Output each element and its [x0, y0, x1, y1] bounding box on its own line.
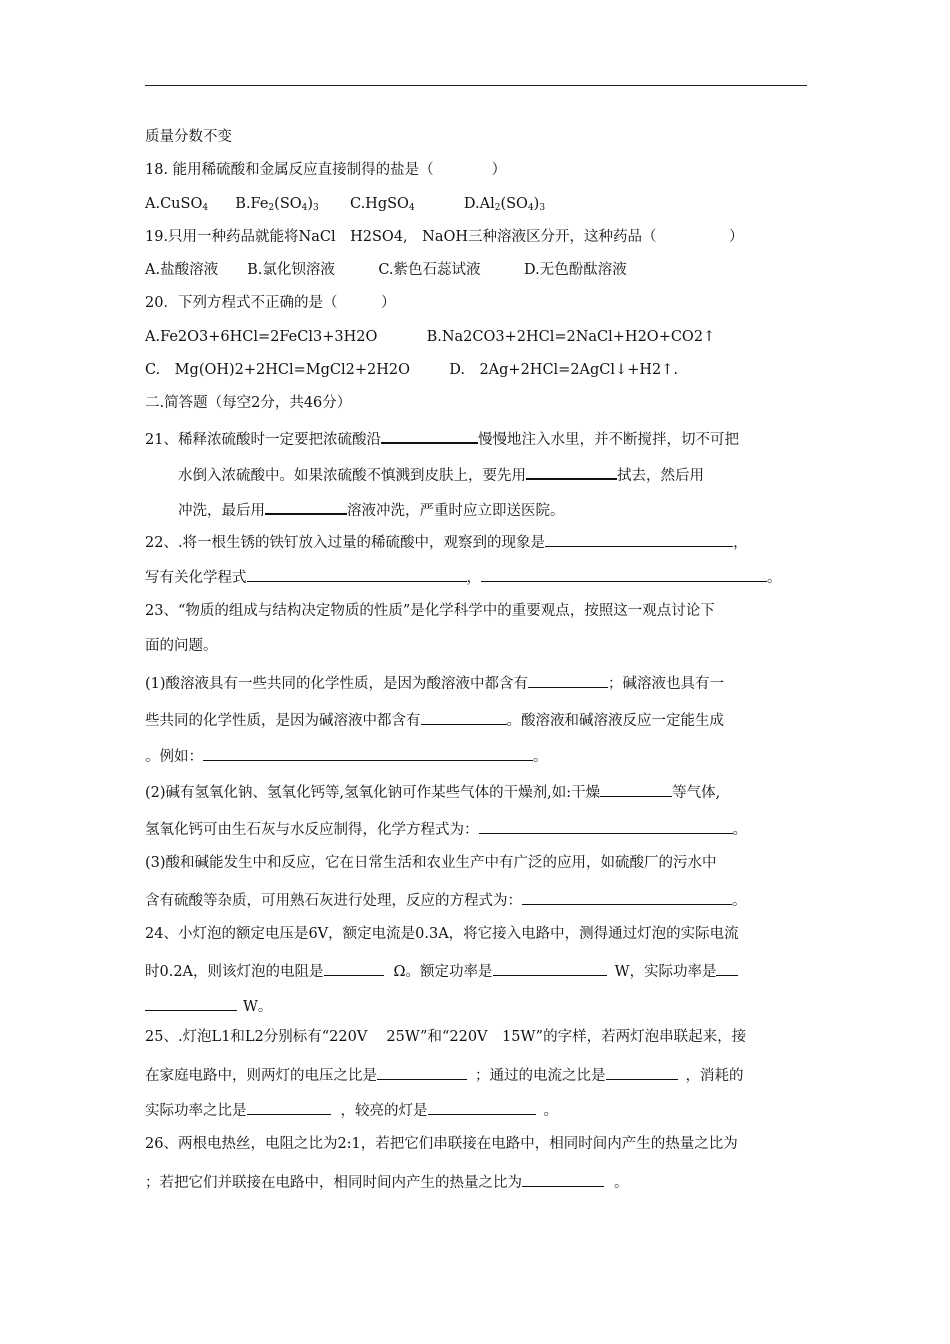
question-22-line-2: 写有关化学程式 ， 。 — [145, 566, 782, 588]
question-23-line-1: 23、“物质的组成与结构决定物质的性质”是化学科学中的重要观点，按照这一观点讨论下 — [145, 603, 715, 619]
question-18: 18. 能用稀硫酸和金属反应直接制得的盐是（ ） — [145, 162, 507, 178]
answer-blank[interactable] — [481, 566, 767, 582]
question-20-options-cd — [145, 360, 678, 380]
q18-option-a: A.CuSO$_4$ — [145, 196, 209, 213]
question-21-line-3: 冲洗，最后用 溶液冲洗，严重时应立即送医院。 — [178, 498, 565, 521]
answer-blank[interactable] — [545, 531, 733, 547]
question-20: 20．下列方程式不正确的是（ ） — [145, 295, 396, 311]
q18-option-d: $D.Al_2(SO_4)_3$ — [463, 196, 546, 213]
question-23-line-2: 面的问题。 — [145, 638, 218, 654]
answer-blank[interactable] — [247, 1099, 331, 1115]
question-25-line-1: 25、.灯泡L1和L2分别标有“220V 25W”和“220V 15W”的字样，若两灯泡串联起来，接 — [145, 1029, 747, 1045]
answer-blank[interactable] — [528, 672, 608, 688]
question-23-line-3: (1)酸溶液具有一些共同的化学性质，是因为酸溶液中都含有 ；碱溶液也具有一 — [145, 672, 724, 694]
question-19: 19.只用一种药品就能将NaCl H2SO4, NaOH三种溶液区分开，这种药品（ ） — [145, 229, 744, 245]
q20-option-d: D. 2Ag+2HCl=2AgCl↓+H2↑. — [449, 362, 678, 378]
header-rule — [145, 85, 807, 86]
answer-blank[interactable] — [203, 745, 533, 761]
question-23-line-4: 些共同的化学性质，是因为碱溶液中都含有 。酸溶液和碱溶液反应一定能生成 — [145, 709, 724, 731]
question-24-line-2: 时0.2A，则该灯泡的电阻是 Ω。额定功率是 W，实际功率是 — [145, 960, 738, 982]
q20-option-c: C. Mg(OH)2+2HCl=MgCl2+2H2O — [145, 362, 411, 378]
answer-blank[interactable] — [247, 566, 467, 582]
question-26-line-1: 26、两根电热丝，电阻之比为2:1，若把它们串联接在电路中，相同时间内产生的热量之比为 — [145, 1136, 738, 1152]
question-19-options: A.盐酸溶液 B.氯化钡溶液 C.紫色石蕊试液 D.无色酚酞溶液 — [145, 262, 627, 278]
q20-option-b: B.Na2CO3+2HCl=2NaCl+H2O+CO2↑ — [426, 329, 716, 345]
answer-blank[interactable] — [522, 889, 732, 905]
answer-blank[interactable] — [522, 1171, 604, 1187]
question-23-line-6: (2)碱有氢氧化钠、氢氧化钙等,氢氧化钠可作某些气体的干燥剂,如:干燥 等气体, — [145, 781, 720, 803]
question-23-line-9: 含有硫酸等杂质，可用熟石灰进行处理，反应的方程式为： 。 — [145, 889, 747, 911]
answer-blank[interactable] — [600, 781, 672, 797]
question-25-line-2: 在家庭电路中，则两灯的电压之比是 ；通过的电流之比是 ，消耗的 — [145, 1064, 744, 1086]
answer-blank[interactable] — [428, 1099, 536, 1115]
answer-blank[interactable] — [381, 427, 478, 444]
answer-blank[interactable] — [265, 498, 347, 515]
question-20-options-ab — [145, 327, 715, 347]
question-23-line-5: 。例如： 。 — [145, 745, 548, 767]
q18-option-c: C.HgSO$_4$ — [350, 196, 415, 213]
answer-blank[interactable] — [324, 960, 384, 976]
question-23-line-8: (3)酸和碱能发生中和反应，它在日常生活和农业生产中有广泛的应用，如硫酸厂的污水中 — [145, 855, 717, 871]
answer-blank[interactable] — [526, 463, 617, 480]
question-21-line-1: 21、稀释浓硫酸时一定要把浓硫酸沿 慢慢地注入水里，并不断搅拌，切不可把 — [145, 427, 739, 450]
q20-option-a: A.Fe2O3+6HCl=2FeCl3+3H2O — [145, 329, 378, 345]
answer-blank[interactable] — [493, 960, 607, 976]
answer-blank[interactable] — [479, 818, 733, 834]
question-24-line-3: W。 — [145, 995, 272, 1017]
q18-option-b: $B.Fe_2(SO_4)_3$ — [235, 196, 319, 213]
question-25-line-3: 实际功率之比是 ，较亮的灯是 。 — [145, 1099, 558, 1121]
answer-blank[interactable] — [377, 1064, 467, 1080]
question-26-line-2: ；若把它们并联接在电路中，相同时间内产生的热量之比为 。 — [145, 1171, 629, 1193]
answer-blank[interactable] — [145, 995, 237, 1011]
question-18-options — [145, 194, 545, 218]
section-2-heading: 二.简答题（每空2分，共46分） — [145, 395, 352, 411]
answer-blank[interactable] — [421, 709, 507, 725]
question-22-line-1: 22、.将一根生锈的铁钉放入过量的稀硫酸中，观察到的现象是 ， — [145, 531, 748, 553]
answer-blank[interactable] — [606, 1064, 678, 1080]
line-continuation: 质量分数不变 — [145, 129, 232, 145]
question-23-line-7: 氢氧化钙可由生石灰与水反应制得，化学方程式为： 。 — [145, 818, 747, 840]
question-21-line-2: 水倒入浓硫酸中。如果浓硫酸不慎溅到皮肤上，要先用 拭去，然后用 — [178, 463, 704, 486]
answer-blank[interactable] — [716, 960, 738, 976]
question-24-line-1: 24、小灯泡的额定电压是6V，额定电流是0.3A，将它接入电路中，测得通过灯泡的实际电流 — [145, 926, 739, 942]
